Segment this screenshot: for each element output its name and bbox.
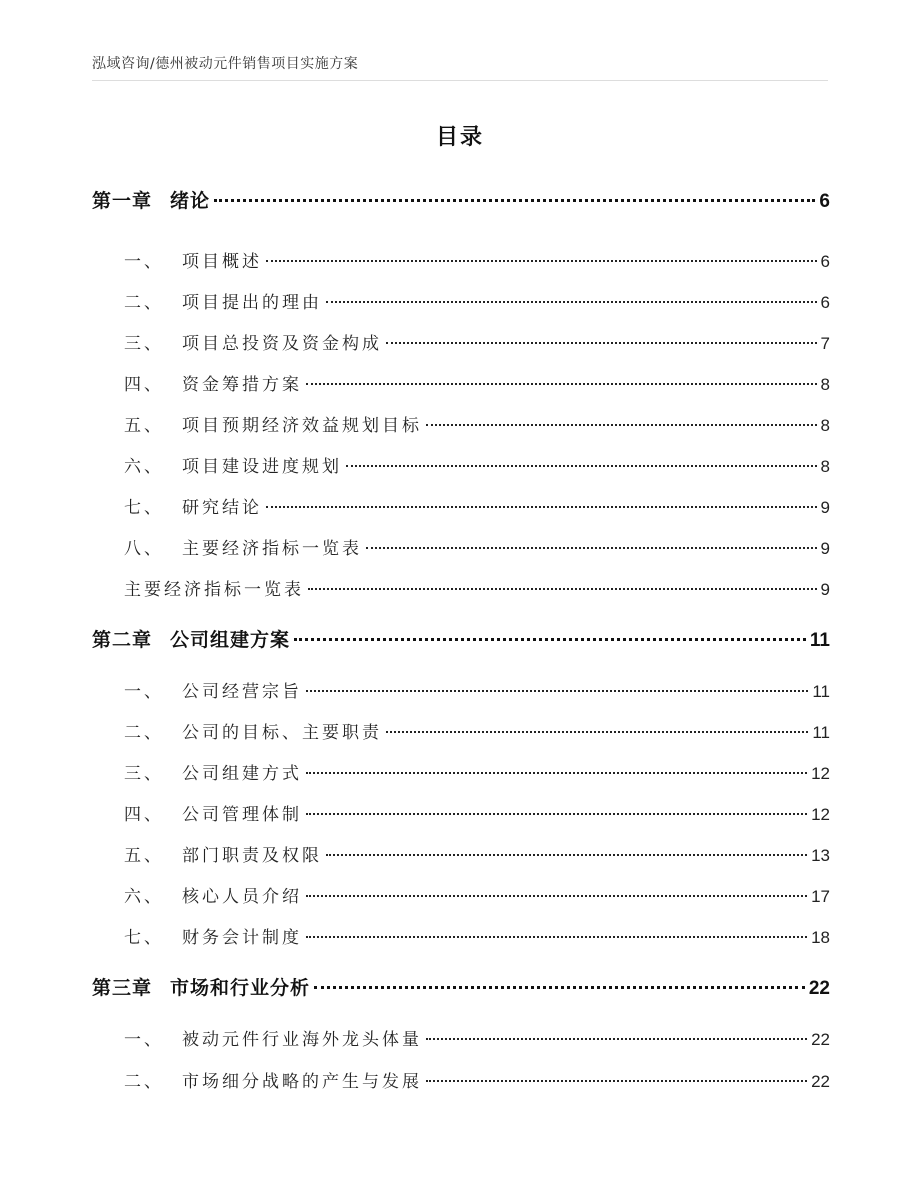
toc-entry-label: 项目总投资及资金构成 (182, 334, 382, 354)
toc-dot-leader (306, 772, 807, 774)
toc-entry-number: 五、 (124, 846, 164, 866)
toc-section-entry[interactable] (124, 677, 830, 702)
toc-dot-leader (306, 895, 807, 897)
toc-section-entry[interactable] (124, 923, 830, 948)
toc-entry-label: 公司组建方案 (170, 629, 291, 651)
toc-chapter-entry[interactable] (92, 973, 830, 1000)
toc-section-entry[interactable] (124, 800, 830, 825)
toc-entry-label: 市场和行业分析 (170, 977, 311, 999)
toc-entry-number: 第一章 (92, 190, 153, 212)
toc-entry-page-number: 6 (819, 191, 830, 212)
header-divider (92, 80, 828, 81)
toc-entry-label: 财务会计制度 (182, 928, 302, 948)
toc-section-entry[interactable] (124, 575, 830, 600)
toc-entry-number: 第二章 (92, 629, 153, 651)
toc-entry-number: 四、 (124, 805, 164, 825)
toc-entry-number: 一、 (124, 252, 164, 272)
toc-entry-label: 项目提出的理由 (182, 293, 322, 313)
toc-entry-page-number: 18 (811, 928, 830, 947)
toc-dot-leader (426, 1038, 807, 1040)
toc-dot-leader (306, 383, 817, 385)
toc-entry-number: 七、 (124, 928, 164, 948)
toc-section-entry[interactable] (124, 882, 830, 907)
toc-entry-label: 主要经济指标一览表 (124, 580, 304, 600)
toc-dot-leader (314, 986, 805, 989)
toc-entry-number: 二、 (124, 293, 164, 313)
toc-dot-leader (306, 690, 808, 692)
toc-dot-leader (306, 813, 807, 815)
toc-entry-label: 项目建设进度规划 (182, 457, 342, 477)
toc-dot-leader (326, 854, 807, 856)
toc-dot-leader (326, 301, 817, 303)
toc-section-entry[interactable] (124, 493, 830, 518)
toc-dot-leader (214, 199, 815, 202)
toc-entry-label: 主要经济指标一览表 (182, 539, 362, 559)
toc-dot-leader (266, 260, 817, 262)
toc-section-entry[interactable] (124, 370, 830, 395)
toc-entry-page-number: 8 (820, 375, 830, 394)
toc-section-entry[interactable] (124, 1025, 830, 1050)
toc-dot-leader (306, 936, 807, 938)
toc-entry-label: 资金筹措方案 (182, 375, 302, 395)
toc-entry-page-number: 13 (811, 846, 830, 865)
toc-entry-number: 二、 (124, 1072, 164, 1092)
toc-entry-number: 四、 (124, 375, 164, 395)
toc-entry-page-number: 9 (820, 539, 830, 558)
toc-entry-number: 第三章 (92, 977, 153, 999)
toc-section-entry[interactable] (124, 759, 830, 784)
toc-chapter-entry[interactable] (92, 625, 830, 652)
toc-entry-number: 三、 (124, 764, 164, 784)
toc-dot-leader (426, 1080, 807, 1082)
toc-section-entry[interactable] (124, 247, 830, 272)
toc-dot-leader (366, 547, 817, 549)
toc-entry-number: 一、 (124, 1030, 164, 1050)
toc-entry-number: 六、 (124, 887, 164, 907)
toc-entry-page-number: 11 (812, 723, 830, 742)
toc-dot-leader (426, 424, 817, 426)
toc-entry-page-number: 6 (820, 252, 830, 271)
toc-entry-label: 市场细分战略的产生与发展 (182, 1072, 422, 1092)
toc-entry-label: 部门职责及权限 (182, 846, 322, 866)
toc-entry-number: 六、 (124, 457, 164, 477)
toc-section-entry[interactable] (124, 452, 830, 477)
toc-entry-label: 公司管理体制 (182, 805, 302, 825)
toc-entry-page-number: 12 (811, 764, 830, 783)
toc-entry-label: 绪论 (170, 190, 211, 212)
toc-section-entry[interactable] (124, 288, 830, 313)
toc-entry-label: 项目预期经济效益规划目标 (182, 416, 422, 436)
toc-dot-leader (294, 638, 806, 641)
toc-entry-number: 三、 (124, 334, 164, 354)
toc-entry-page-number: 8 (820, 416, 830, 435)
toc-entry-page-number: 9 (820, 498, 830, 517)
toc-section-entry[interactable] (124, 1067, 830, 1092)
toc-entry-page-number: 6 (820, 293, 830, 312)
toc-entry-number: 二、 (124, 723, 164, 743)
toc-entry-page-number: 22 (811, 1030, 830, 1049)
toc-section-entry[interactable] (124, 534, 830, 559)
toc-section-entry[interactable] (124, 718, 830, 743)
toc-entry-page-number: 9 (820, 580, 830, 599)
toc-chapter-entry[interactable] (92, 186, 830, 213)
toc-section-entry[interactable] (124, 329, 830, 354)
toc-entry-label: 项目概述 (182, 252, 262, 272)
toc-entry-number: 五、 (124, 416, 164, 436)
toc-entry-page-number: 7 (820, 334, 830, 353)
toc-entry-label: 核心人员介绍 (182, 887, 302, 907)
toc-title: 目录 (435, 125, 484, 150)
running-header: 泓域咨询/德州被动元件销售项目实施方案 (92, 56, 359, 72)
toc-entry-label: 公司的目标、主要职责 (182, 723, 382, 743)
toc-entry-page-number: 22 (811, 1072, 830, 1091)
toc-entry-number: 七、 (124, 498, 164, 518)
toc-dot-leader (308, 588, 817, 590)
toc-entry-number: 八、 (124, 539, 164, 559)
toc-section-entry[interactable] (124, 841, 830, 866)
toc-entry-page-number: 11 (809, 630, 830, 651)
toc-dot-leader (346, 465, 817, 467)
toc-dot-leader (386, 731, 808, 733)
toc-entry-page-number: 11 (812, 682, 830, 701)
toc-entry-page-number: 17 (811, 887, 830, 906)
toc-entry-page-number: 22 (808, 978, 830, 999)
toc-dot-leader (386, 342, 817, 344)
toc-entry-page-number: 8 (820, 457, 830, 476)
toc-entry-label: 被动元件行业海外龙头体量 (182, 1030, 422, 1050)
toc-entry-number: 一、 (124, 682, 164, 702)
toc-entry-label: 研究结论 (182, 498, 262, 518)
toc-dot-leader (266, 506, 817, 508)
toc-section-entry[interactable] (124, 411, 830, 436)
toc-entry-label: 公司组建方式 (182, 764, 302, 784)
toc-entry-label: 公司经营宗旨 (182, 682, 302, 702)
toc-entry-page-number: 12 (811, 805, 830, 824)
